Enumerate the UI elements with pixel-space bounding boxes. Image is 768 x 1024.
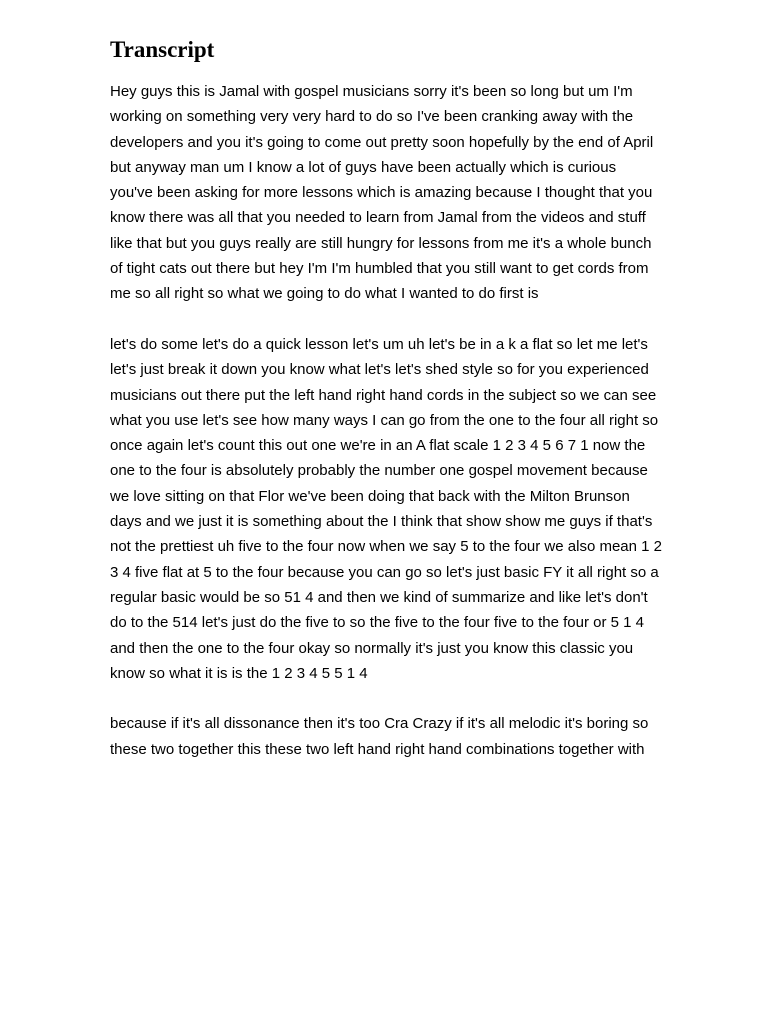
page-title: Transcript (110, 37, 215, 62)
transcript-paragraph-3: because if it's all dissonance then it's too Cra Crazy if it's all melodic it's boring so these two together this these two left hand right hand combinations together with (110, 715, 649, 758)
transcript-page (110, 36, 662, 787)
transcript-paragraph-1: Hey guys this is Jamal with gospel musicians sorry it's been so long but um I'm working on something very very hard to do so I've been cranking away with the developers and you it's going to come out pretty soon hopefully by the end of April but anyway man um I know a lot of guys have been actually which is curious you've been asking for more lessons which is amazing because I thought that you know there was all that you needed to learn from Jamal from the videos and stuff like that but you guys really are still hungry for lessons from me it's a whole bunch of tight cats out there but hey I'm I'm humbled that you still want to get cords from me so all right so what we going to do what I wanted to do first is (110, 83, 654, 303)
transcript-paragraph-2: let's do some let's do a quick lesson let's um uh let's be in a k a flat so let me let's let's just break it down you know what let's let's shed style so for you experienced musicians out there put the left hand right hand cords in the subject so we can see what you use let's see how many ways I can go from the one to the four all right so once again let's count this out one we're in an A flat scale 1 2 3 4 5 6 7 1 now the one to the four is absolutely probably the number one gospel movement because we love sitting on that Flor we've been doing that back with the Milton Brunson days and we just it is something about the I think that show show me guys if that's not the prettiest uh five to the four now when we say 5 to the four we also mean 1 2 3 4 five flat at 5 to the four because you can go so let's just basic FY it all right so a regular basic would be so 51 4 and then we kind of summarize and like let's don't do to the 514 let's just do the five to so the five to the four five to the four or 5 1 4 and then the one to the four okay so normally it's just you know this classic you know so what it is is the 1 2 3 4 5 5 1 4 (110, 335, 662, 682)
